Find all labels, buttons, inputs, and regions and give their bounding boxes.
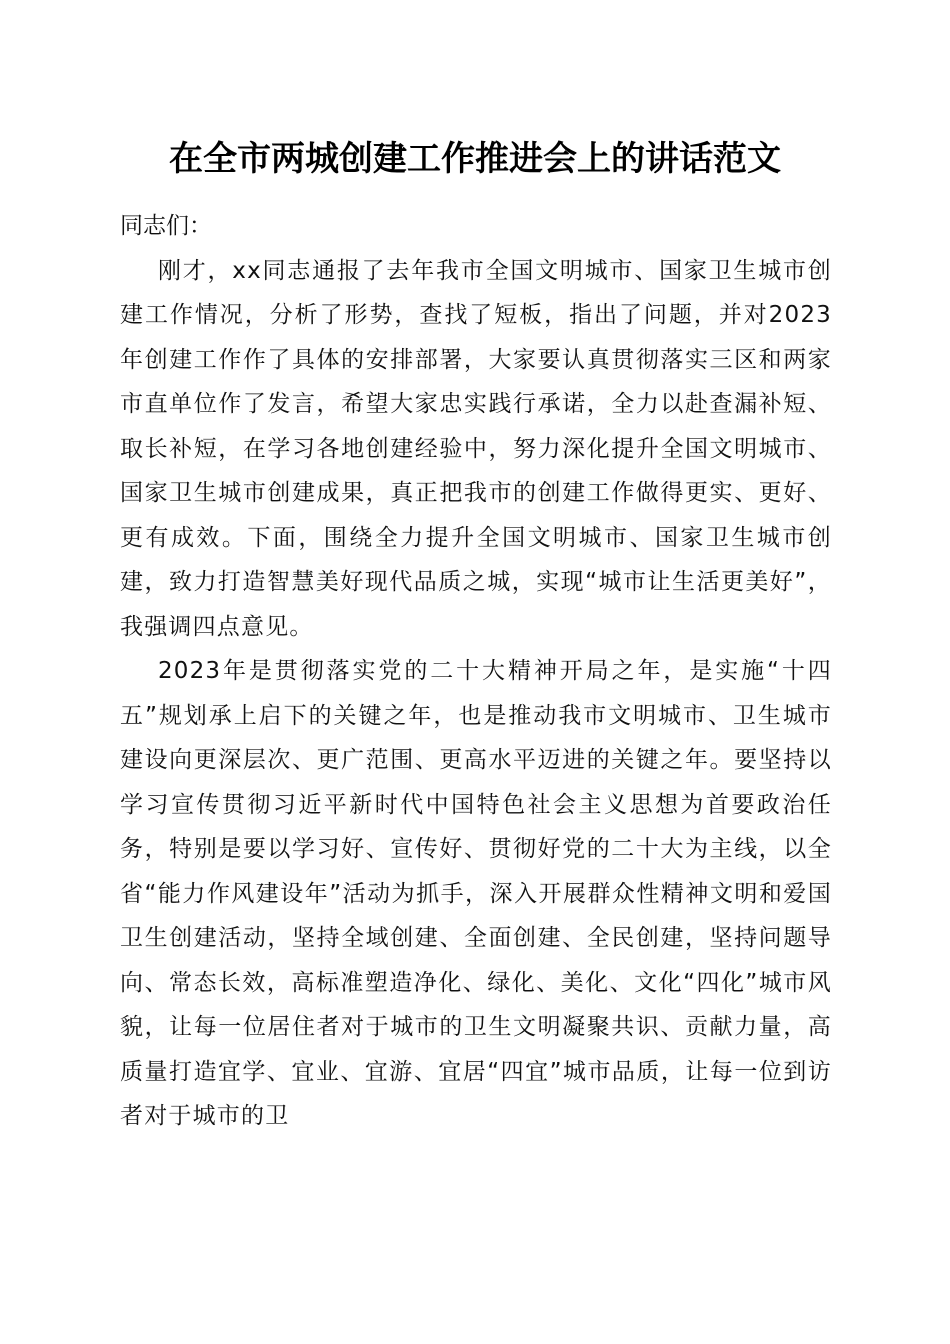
paragraph-2: 2023年是贯彻落实党的二十大精神开局之年，是实施“十四五”规划承上启下的关键之年，也是推动我市文明城市、卫生城市建设向更深层次、更广范围、更高水平迈进的关键之年。要坚持以学习宣传贯彻习近平新时代中国特色社会主义思想为首要政治任务，特别是要以学习好、宣传好、贯彻好党的二十大为主线，以全省“能力作风建设年”活动为抓手，深入开展群众性精神文明和爱国卫生创建活动，坚持全域创建、全面创建、全民创建，坚持问题导向、常态长效，高标准塑造净化、绿化、美化、文化“四化”城市风貌，让每一位居住者对于城市的卫生文明凝聚共识、贡献力量，高质量打造宜学、宜业、宜游、宜居“四宜”城市品质，让每一位到访者对于城市的卫 [120, 658, 832, 1129]
paragraph-1: 刚才，xx同志通报了去年我市全国文明城市、国家卫生城市创建工作情况，分析了形势，查找了短板，指出了问题，并对2023年创建工作作了具体的安排部署，大家要认真贯彻落实三区和两家市直单位作了发言，希望大家忠实践行承诺，全力以赴查漏补短、取长补短，在学习各地创建经验中，努力深化提升全国文明城市、国家卫生城市创建成果，真正把我市的创建工作做得更实、更好、更有成效。下面，围绕全力提升全国文明城市、国家卫生城市创建，致力打造智慧美好现代品质之城，实现“城市让生活更美好”，我强调四点意见。 [120, 257, 832, 640]
document-title: 在全市两城创建工作推进会上的讲话范文 [169, 139, 781, 179]
document-body [120, 204, 832, 1139]
salutation: 同志们： [120, 213, 212, 239]
